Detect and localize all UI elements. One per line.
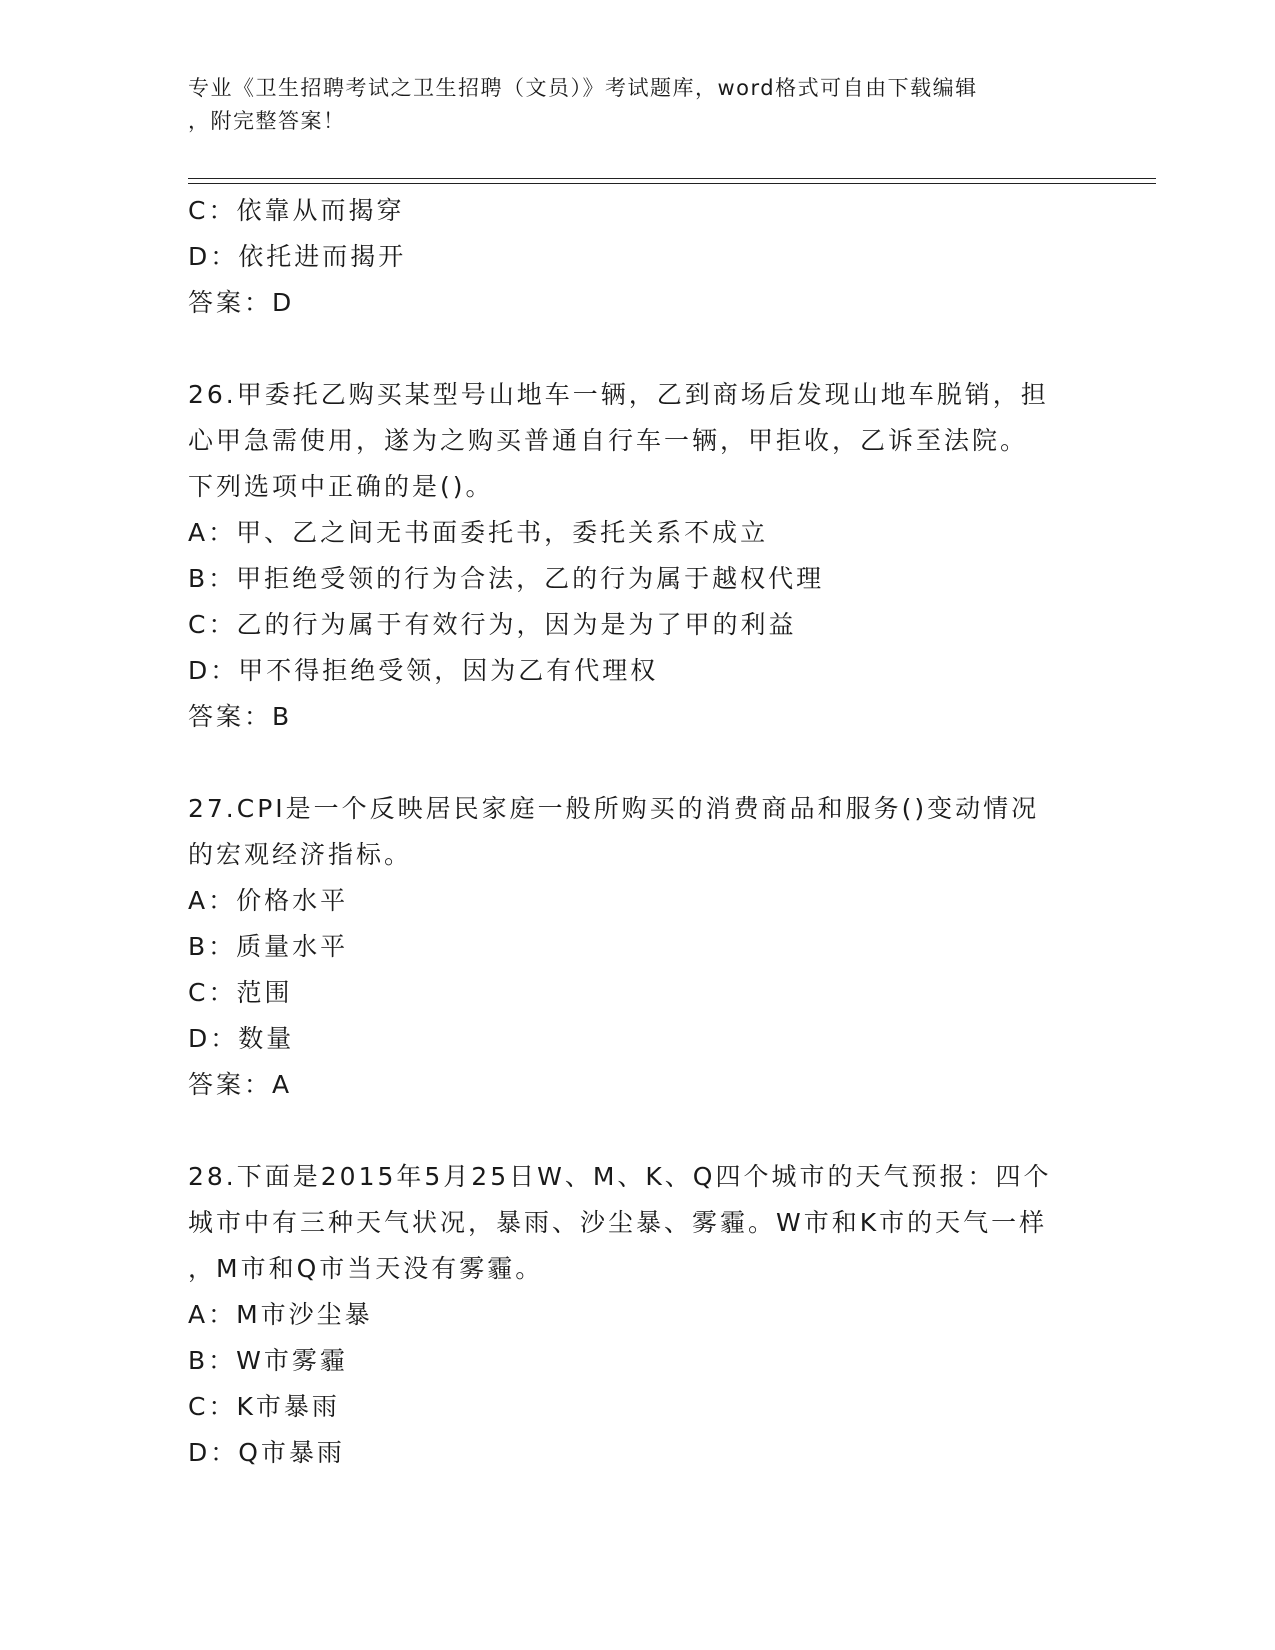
question-stem-line: 26.甲委托乙购买某型号山地车一辆，乙到商场后发现山地车脱销，担 — [188, 380, 1049, 409]
question-28 — [188, 1154, 1088, 1476]
option-d: D：甲不得拒绝受领，因为乙有代理权 — [188, 656, 659, 685]
question-25-continuation — [188, 188, 1088, 326]
question-27 — [188, 786, 1088, 1108]
option-d: D：依托进而揭开 — [188, 242, 407, 271]
spacer — [188, 326, 1088, 372]
answer-line: 答案：D — [188, 288, 295, 317]
option-b: B：甲拒绝受领的行为合法，乙的行为属于越权代理 — [188, 564, 825, 593]
spacer — [188, 1108, 1088, 1154]
header-line-1: 专业《卫生招聘考试之卫生招聘（文员）》考试题库，word格式可自由下载编辑 — [188, 76, 978, 100]
header-divider-top — [188, 178, 1156, 179]
question-26 — [188, 372, 1088, 740]
option-c: C：乙的行为属于有效行为，因为是为了甲的利益 — [188, 610, 797, 639]
question-stem-line: ，M市和Q市当天没有雾霾。 — [188, 1254, 544, 1283]
header-divider-bottom — [188, 183, 1156, 184]
option-c: C：范围 — [188, 978, 293, 1007]
document-header — [188, 72, 1088, 138]
option-a: A：价格水平 — [188, 886, 349, 915]
question-stem-line: 城市中有三种天气状况，暴雨、沙尘暴、雾霾。W市和K市的天气一样 — [188, 1208, 1048, 1237]
question-stem-line: 心甲急需使用，遂为之购买普通自行车一辆，甲拒收，乙诉至法院。 — [188, 426, 1029, 455]
question-stem-line: 下列选项中正确的是()。 — [188, 472, 494, 501]
question-list — [188, 188, 1088, 1476]
answer-line: 答案：A — [188, 1070, 293, 1099]
question-stem-line: 的宏观经济指标。 — [188, 840, 413, 869]
option-d: D：Q市暴雨 — [188, 1438, 345, 1467]
option-b: B：质量水平 — [188, 932, 349, 961]
question-stem-line: 27.CPI是一个反映居民家庭一般所购买的消费商品和服务()变动情况 — [188, 794, 1040, 823]
spacer — [188, 740, 1088, 786]
question-stem-line: 28.下面是2015年5月25日W、M、K、Q四个城市的天气预报：四个 — [188, 1162, 1052, 1191]
option-c: C：依靠从而揭穿 — [188, 196, 405, 225]
option-a: A：M市沙尘暴 — [188, 1300, 373, 1329]
option-d: D：数量 — [188, 1024, 295, 1053]
answer-line: 答案：B — [188, 702, 293, 731]
option-b: B：W市雾霾 — [188, 1346, 348, 1375]
option-a: A：甲、乙之间无书面委托书，委托关系不成立 — [188, 518, 769, 547]
header-line-2: ，附完整答案！ — [188, 109, 346, 133]
option-c: C：K市暴雨 — [188, 1392, 340, 1421]
